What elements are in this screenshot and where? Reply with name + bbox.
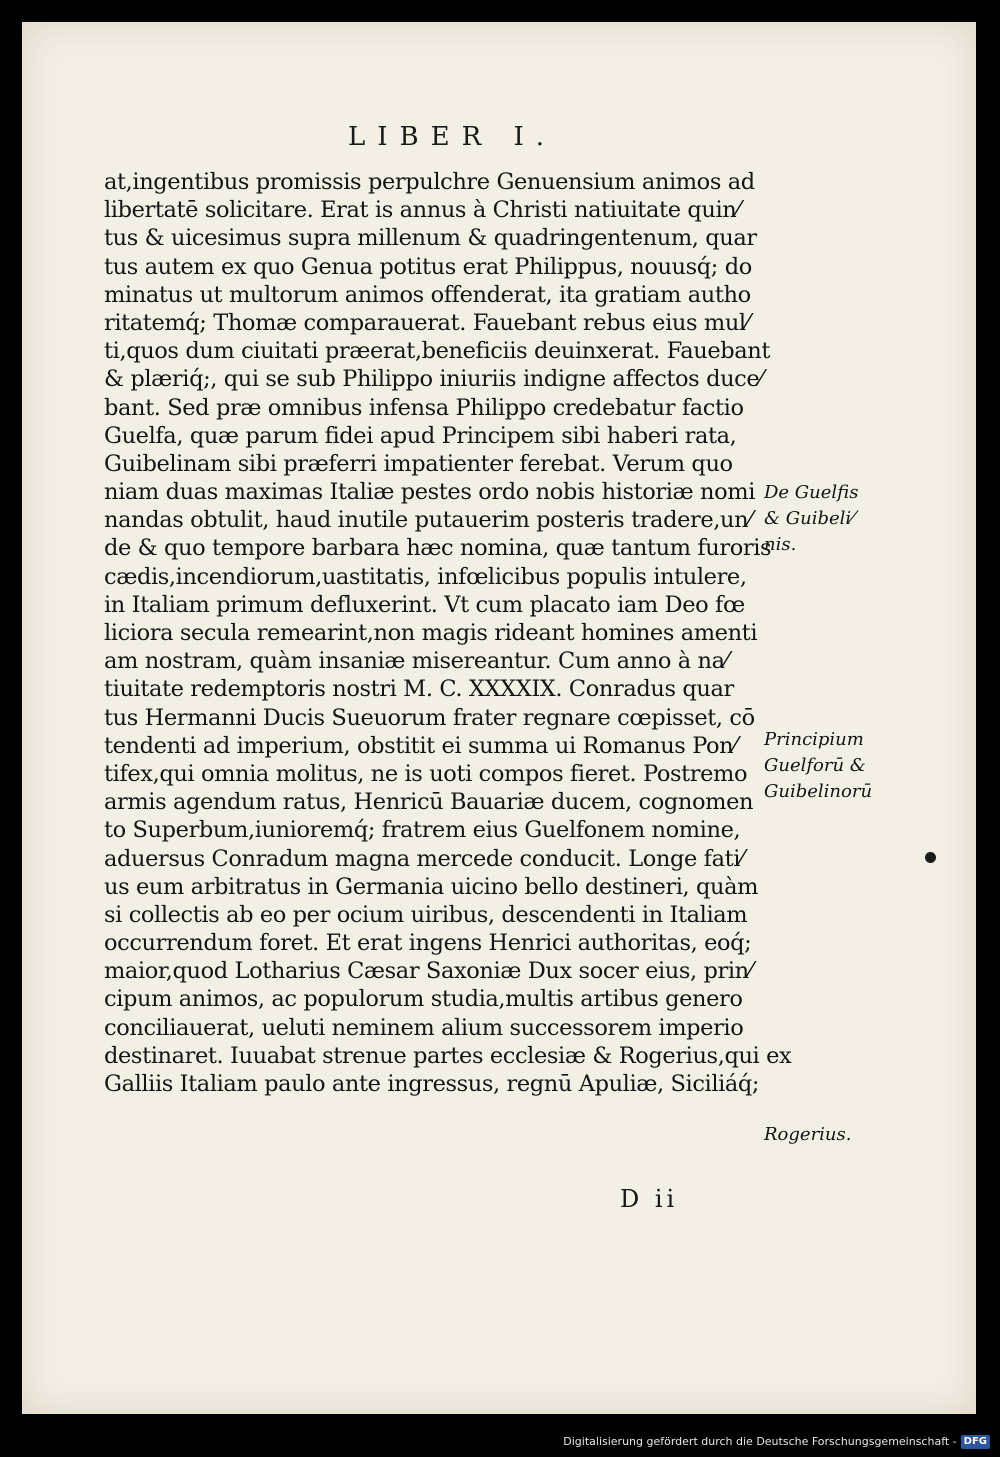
- footer-text: Digitalisierung gefördert durch die Deutsche Forschungsgemeinschaft -: [563, 1435, 957, 1448]
- text-line: tendenti ad imperium, obstitit ei summa ui Romanus Pon⁄: [104, 732, 737, 759]
- text-line: & plæriq́;, qui se sub Philippo iniuriis indigne affectos duce⁄: [104, 366, 763, 393]
- text-line: Guelfa, quæ parum fidei apud Principem sibi haberi rata,: [104, 422, 737, 449]
- marginal-line: Rogerius.: [764, 1124, 852, 1145]
- text-line: to Superbum,iunioremq́; fratrem eius Guelfonem nomine,: [104, 817, 741, 844]
- text-line: tus autem ex quo Genua potitus erat Philippus, nouusq́; do: [104, 253, 752, 280]
- marginal-note-principium: [764, 727, 872, 805]
- text-line: cædis,incendiorum,uastitatis, infœlicibus populis intulere,: [104, 563, 747, 590]
- text-line: us eum arbitratus in Germania uicino bello destineri, quàm: [104, 873, 759, 900]
- text-line: Galliis Italiam paulo ante ingressus, regnū Apuliæ, Siciliáq́;: [104, 1071, 760, 1097]
- text-line: liciora secula remearint,non magis rideant homines amenti: [104, 620, 758, 646]
- text-line: tus & uicesimus supra millenum & quadringentenum, quar: [104, 225, 757, 252]
- ink-dot: [925, 852, 936, 863]
- marginal-note-rogerius: [764, 1122, 851, 1148]
- text-line: si collectis ab eo per ocium uiribus, descendenti in Italiam: [104, 901, 748, 928]
- text-line: nandas obtulit, haud inutile putauerim posteris tradere,un⁄: [104, 507, 752, 534]
- footer: [563, 1433, 990, 1451]
- text-line: armis agendum ratus, Henricū Bauariæ ducem, cognomen: [104, 789, 754, 816]
- text-line: conciliauerat, ueluti neminem alium successorem imperio: [104, 1014, 744, 1041]
- text-line: aduersus Conradum magna mercede conducit. Longe fati⁄: [104, 845, 744, 872]
- text-line: libertatē solicitare. Erat is annus à Christi natiuitate quin⁄: [104, 197, 740, 224]
- text-line: tiuitate redemptoris nostri M. C. XXXXIX. Conradus quar: [104, 676, 734, 703]
- text-line: Guibelinam sibi præferri impatienter ferebat. Verum quo: [104, 450, 733, 477]
- signature-mark: D ii: [620, 1185, 679, 1213]
- marginal-line: & Guibeli⁄: [764, 508, 855, 529]
- text-line: occurrendum foret. Et erat ingens Henrici authoritas, eoq́;: [104, 930, 752, 957]
- text-line: ritatemq́; Thomæ comparauerat. Fauebant rebus eius mul⁄: [104, 309, 750, 336]
- marginal-line: Guibelinorū: [764, 781, 873, 802]
- text-line: ti,quos dum ciuitati præerat,beneficiis deuinxerat. Fauebant: [104, 338, 771, 365]
- marginal-line: Principium: [764, 729, 864, 750]
- marginal-note-guelfis: [764, 480, 858, 558]
- text-line: bant. Sed præ omnibus infensa Philippo credebatur factio: [104, 394, 744, 421]
- text-line: at,ingentibus promissis perpulchre Genuensium animos ad: [104, 169, 755, 195]
- text-line: cipum animos, ac populorum studia,multis artibus genero: [104, 986, 743, 1013]
- text-line: tus Hermanni Ducis Sueuorum frater regnare cœpisset, cō: [104, 704, 755, 731]
- book-page: [22, 22, 976, 1414]
- text-line: in Italiam primum defluxerint. Vt cum placato iam Deo fœ: [104, 591, 745, 618]
- text-line: maior,quod Lotharius Cæsar Saxoniæ Dux socer eius, prin⁄: [104, 958, 753, 985]
- text-line: tifex,qui omnia molitus, ne is uoti compos fieret. Postremo: [104, 760, 748, 787]
- text-line: de & quo tempore barbara hæc nomina, quæ tantum furoris: [104, 535, 772, 562]
- text-line: niam duas maximas Italiæ pestes ordo nobis historiæ nomi: [104, 479, 756, 506]
- text-line: am nostram, quàm insaniæ misereantur. Cum anno à na⁄: [104, 648, 728, 675]
- marginal-line: nis.: [764, 534, 797, 555]
- body-text: [104, 168, 794, 1098]
- text-line: minatus ut multorum animos offenderat, ita gratiam autho: [104, 281, 751, 308]
- marginal-line: Guelforū &: [764, 755, 866, 776]
- marginal-line: De Guelfis: [764, 482, 859, 503]
- dfg-logo: DFG: [961, 1435, 990, 1449]
- text-line: destinaret. Iuuabat strenue partes ecclesiæ & Rogerius,qui ex: [104, 1042, 792, 1069]
- running-head: LIBER I.: [348, 122, 556, 152]
